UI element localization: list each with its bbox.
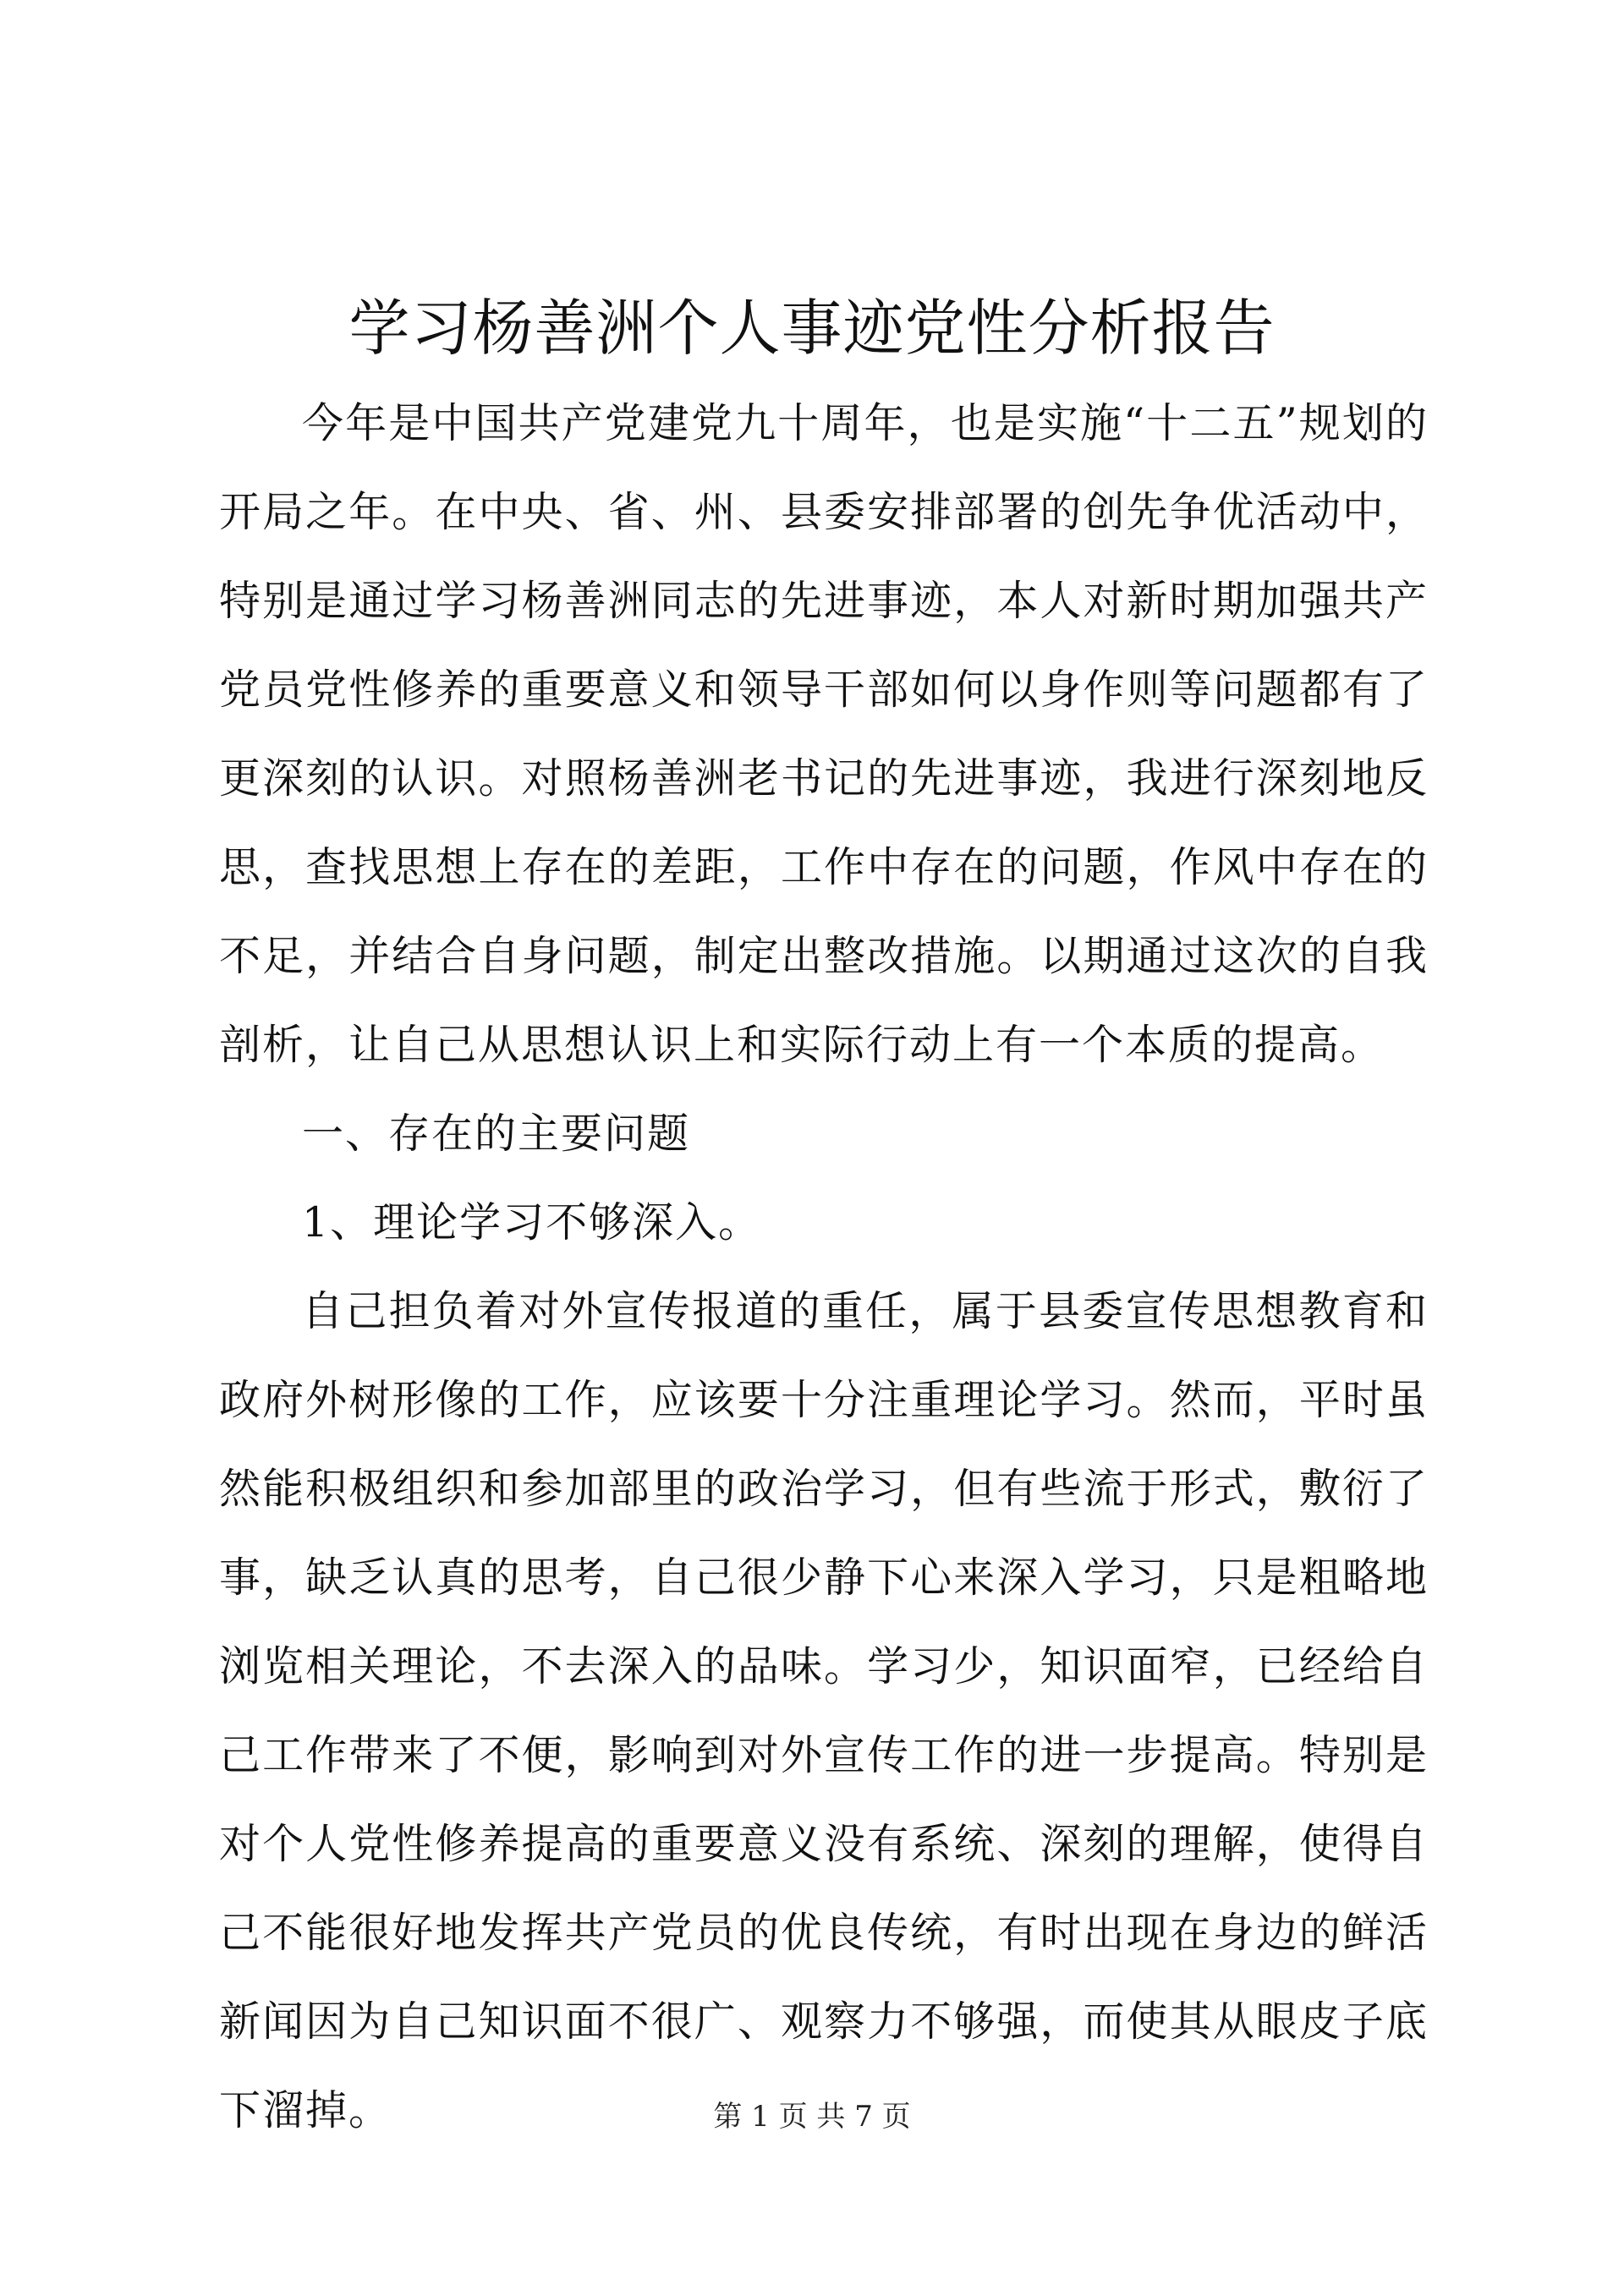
document-title: 学习杨善洲个人事迹党性分析报告 [348,293,1276,364]
intro-paragraph: 今年是中国共产党建党九十周年，也是实施“十二五”规划的开局之年。在中央、省、州、县委安排部署的创先争优活动中，特别是通过学习杨善洲同志的先进事迹，本人对新时期加强共产党员党性修养的重要意义和领导干部如何以身作则等问题都有了更深刻的认识。对照杨善洲老书记的先进事迹，我进行深刻地反思，查找思想上存在的差距，工作中存在的问题，作风中存在的不足，并结合自身问题，制定出整改措施。以期通过这次的自我剖析，让自己从思想认识上和实际行动上有一个本质的提高。 [219,399,1429,1069]
body-paragraph: 自己担负着对外宣传报道的重任，属于县委宣传思想教育和政府外树形像的工作，应该要十分注重理论学习。然而，平时虽然能积极组织和参加部里的政治学习，但有些流于形式，敷衍了事，缺乏认真的思考，自己很少静下心来深入学习，只是粗略地浏览相关理论，不去深入的品味。学习少，知识面窄，已经给自己工作带来了不便，影响到对外宣传工作的进一步提高。特别是对个人党性修养提高的重要意义没有系统、深刻的理解，使得自己不能很好地发挥共产党员的优良传统，有时出现在身边的鲜活新闻因为自己知识面不很广、观察力不够强，而使其从眼皮子底下溜掉。 [219,1287,1429,2134]
document-body [219,379,1429,2155]
section-heading: 一、存在的主要问题 [302,1110,691,1158]
subsection-heading: 1、理论学习不够深入。 [302,1198,762,1247]
page-number: 第 1 页 共 7 页 [713,2100,911,2134]
